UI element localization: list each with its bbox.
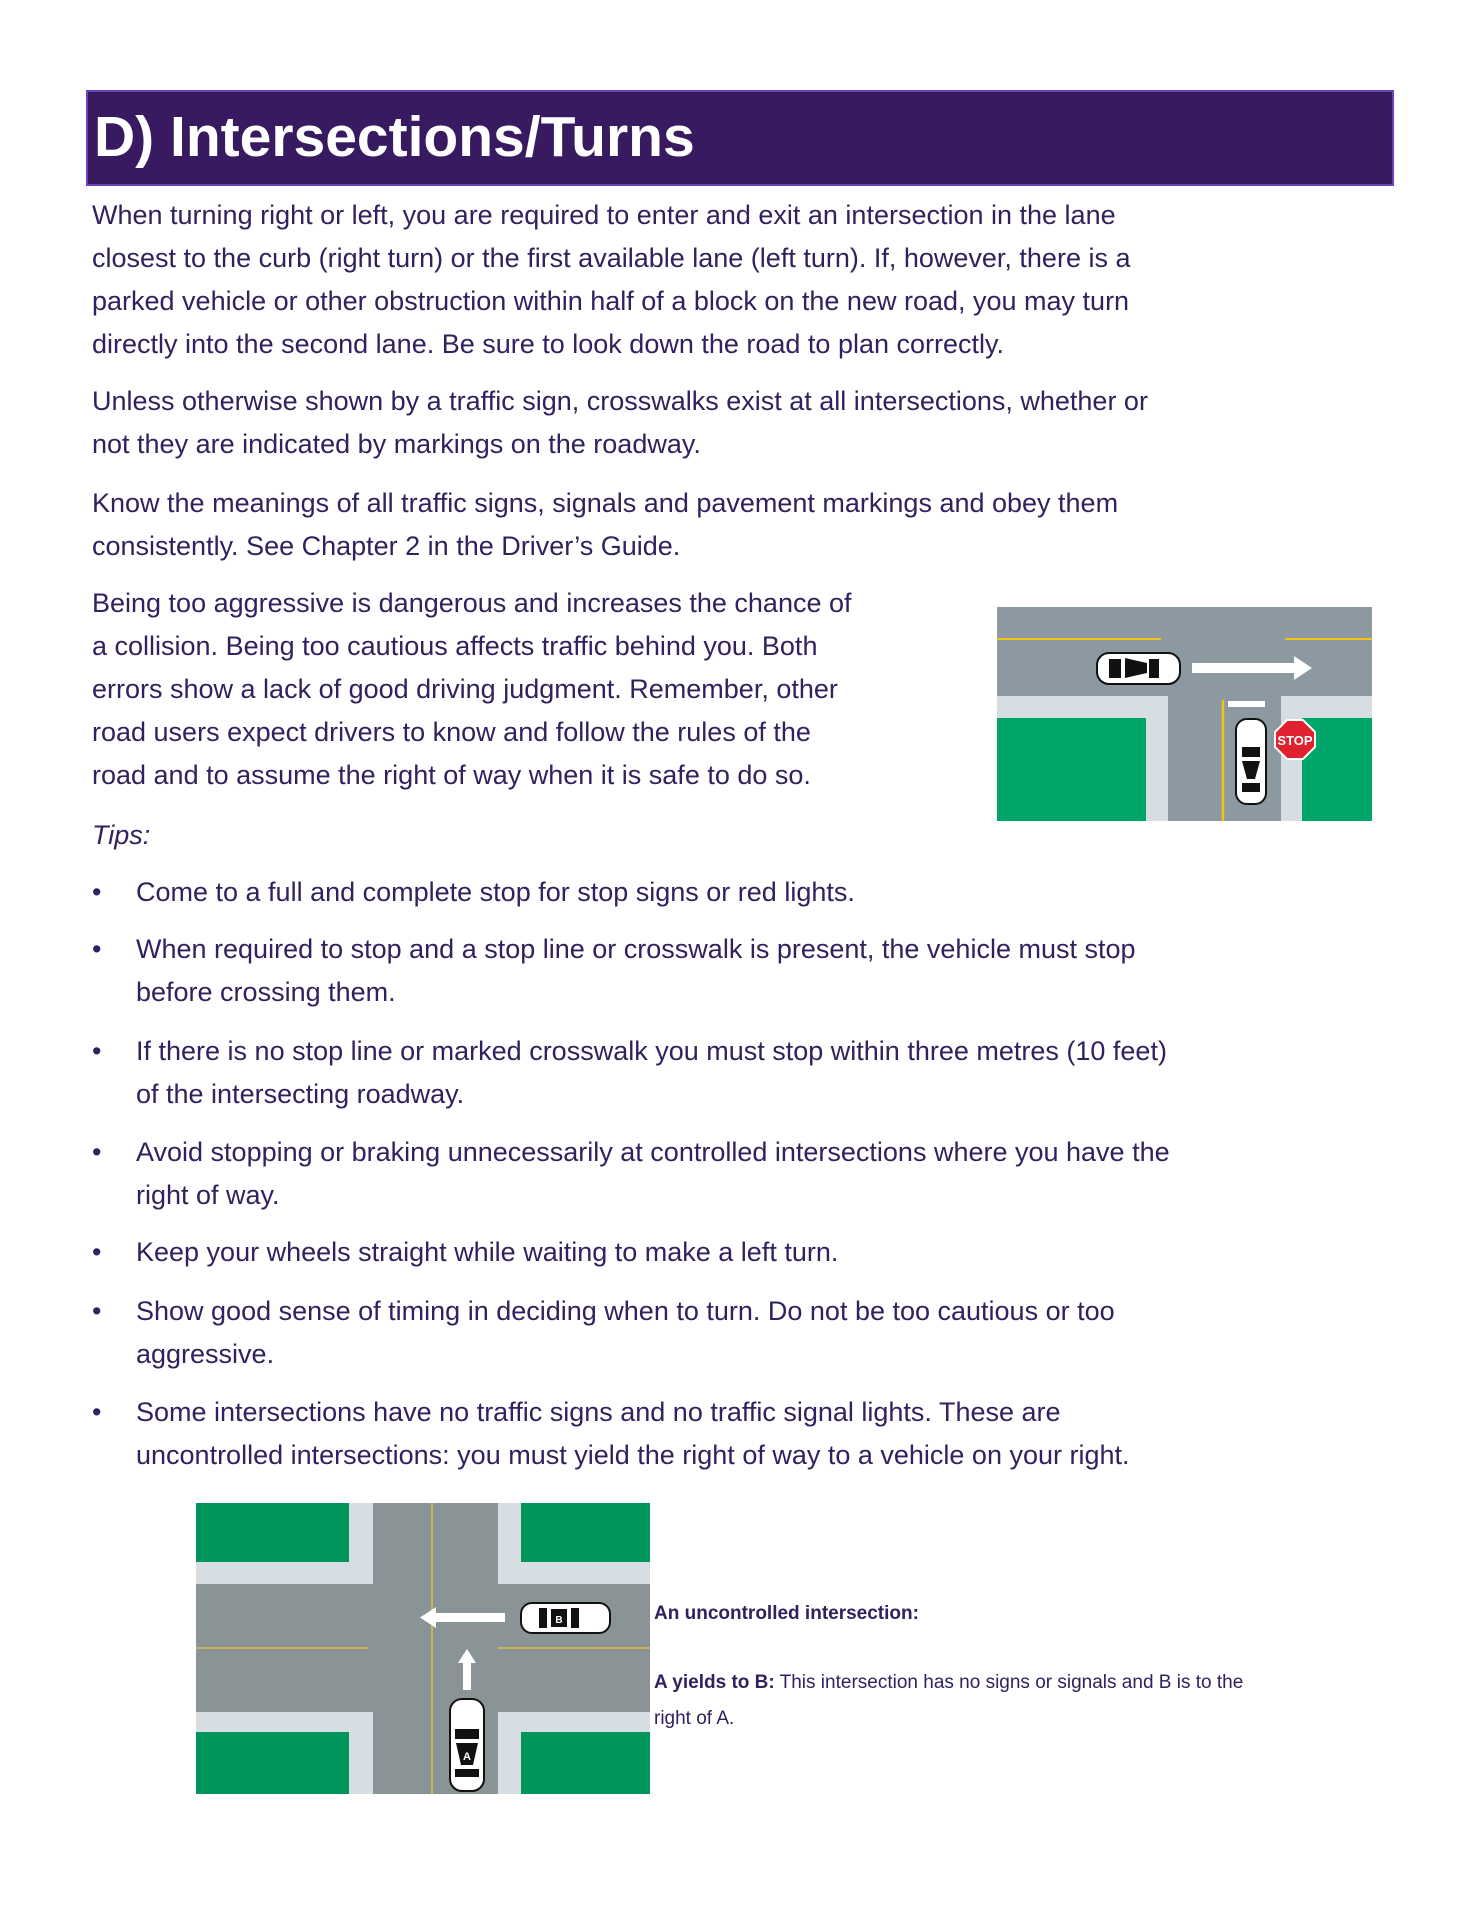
caption-rule-label: A yields to B: <box>654 1672 775 1693</box>
text-line: directly into the second lane. Be sure to look down the road to plan correctly. <box>92 329 1005 359</box>
paragraph-signs <box>92 482 1118 568</box>
bullet-icon: • <box>92 877 102 907</box>
car-b-icon <box>521 1603 610 1633</box>
text-line: When turning right or left, you are required to enter and exit an intersection in the lane <box>92 200 1116 230</box>
stop-sign-text: STOP <box>1277 733 1313 748</box>
diagram-caption-title <box>654 1603 919 1625</box>
car-icon <box>1236 719 1266 804</box>
paragraph-lane-choice <box>92 194 1130 366</box>
text-line: aggressive. <box>136 1339 275 1369</box>
stop-sign-intersection-diagram <box>997 607 1372 821</box>
text-line: road and to assume the right of way when it is safe to do so. <box>92 760 811 790</box>
text-line: Keep your wheels straight while waiting to make a left turn. <box>136 1237 839 1267</box>
text-line: uncontrolled intersections: you must yield the right of way to a vehicle on your right. <box>136 1440 1130 1470</box>
grass <box>196 1732 349 1794</box>
tips-label: Tips: <box>92 820 151 850</box>
text-line: When required to stop and a stop line or crosswalk is present, the vehicle must stop <box>136 934 1136 964</box>
stop-line <box>1228 701 1265 707</box>
text-line: not they are indicated by markings on the roadway. <box>92 429 701 459</box>
paragraph-aggressive <box>92 582 852 797</box>
text-line: Avoid stopping or braking unnecessarily at controlled intersections where you have the <box>136 1137 1170 1167</box>
bullet-icon: • <box>92 1397 102 1427</box>
text-line: closest to the curb (right turn) or the first available lane (left turn). If, however, there is a <box>92 243 1131 273</box>
text-line: of the intersecting roadway. <box>136 1079 465 1109</box>
car-a-label: A <box>463 1751 471 1763</box>
text-line: parked vehicle or other obstruction within half of a block on the new road, you may turn <box>92 286 1130 316</box>
diagram-caption-rule-cont: right of A. <box>654 1708 735 1729</box>
text-line: Know the meanings of all traffic signs, signals and pavement markings and obey them <box>92 488 1119 518</box>
text-line: Unless otherwise shown by a traffic sign, crosswalks exist at all intersections, whether or <box>92 386 1148 416</box>
text-line: Being too aggressive is dangerous and increases the chance of <box>92 588 852 618</box>
grass <box>196 1503 349 1562</box>
text-line: Some intersections have no traffic signs and no traffic signal lights. These are <box>136 1397 1061 1427</box>
bullet-icon: • <box>92 1036 102 1066</box>
text-line: If there is no stop line or marked crosswalk you must stop within three metres (10 feet) <box>136 1036 1167 1066</box>
text-line: road users expect drivers to know and follow the rules of the <box>92 717 811 747</box>
section-header <box>86 90 1394 186</box>
caption-title: An uncontrolled intersection: <box>654 1603 919 1624</box>
caption-rule-text: This intersection has no signs or signals and B is to the <box>774 1672 1244 1693</box>
bullet-icon: • <box>92 1237 102 1267</box>
stop-sign-icon <box>1275 720 1315 759</box>
text-line: errors show a lack of good driving judgment. Remember, other <box>92 674 838 704</box>
text-line: a collision. Being too cautious affects traffic behind you. Both <box>92 631 818 661</box>
car-a-icon <box>450 1699 484 1791</box>
page-title: D) Intersections/Turns <box>94 105 695 169</box>
car-icon <box>1097 653 1180 684</box>
text-line: Show good sense of timing in deciding when to turn. Do not be too cautious or too <box>136 1296 1115 1326</box>
diagram-caption-rule <box>654 1672 1243 1694</box>
text-line: Come to a full and complete stop for stop signs or red lights. <box>136 877 855 907</box>
car-b-label: B <box>555 1615 563 1626</box>
grass <box>521 1732 650 1794</box>
text-line: before crossing them. <box>136 977 396 1007</box>
uncontrolled-intersection-diagram <box>196 1503 650 1794</box>
grass-left <box>997 718 1146 821</box>
bullet-icon: • <box>92 1137 102 1167</box>
bullet-icon: • <box>92 1296 102 1326</box>
grass <box>521 1503 650 1562</box>
paragraph-crosswalks <box>92 380 1148 466</box>
text-line: consistently. See Chapter 2 in the Driver’s Guide. <box>92 531 681 561</box>
text-line: right of way. <box>136 1180 280 1210</box>
bullet-icon: • <box>92 934 102 964</box>
